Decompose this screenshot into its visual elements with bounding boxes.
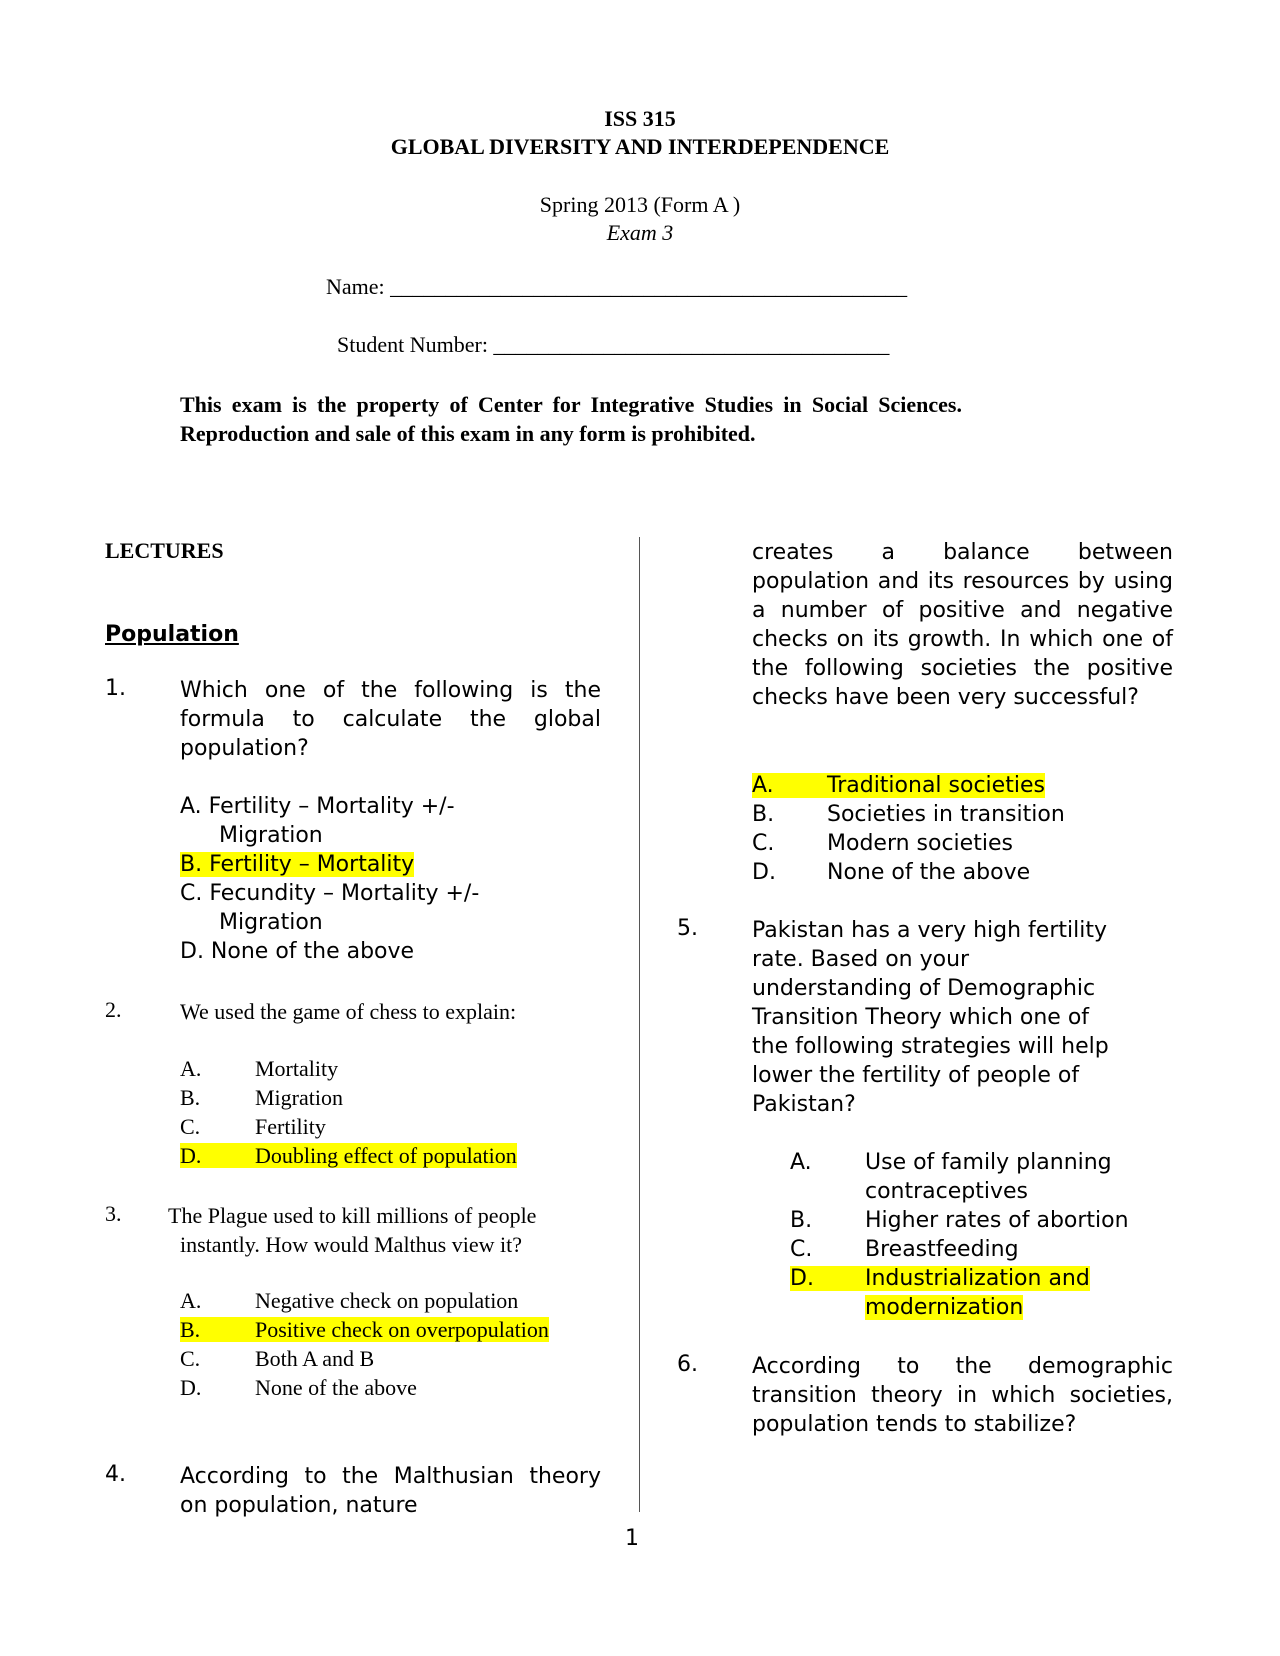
option-text: Migration	[255, 1085, 343, 1110]
answer-highlight	[790, 1266, 1090, 1291]
question-text-cont: instantly. How would Malthus view it?	[180, 1232, 522, 1257]
option-letter: C.	[180, 1346, 201, 1371]
question-number: 3.	[105, 1201, 122, 1226]
option-b	[790, 1206, 1129, 1235]
question-text-line: understanding of Demographic	[752, 976, 1096, 1001]
option-letter: B.	[180, 1317, 201, 1342]
option-d: D. None of the above	[180, 939, 415, 964]
option-letter: D.	[790, 1266, 814, 1291]
option-text: None of the above	[827, 860, 1031, 885]
option-text: Traditional societies	[827, 773, 1045, 798]
option-text: Higher rates of abortion	[865, 1208, 1129, 1233]
option-letter: A.	[752, 773, 774, 798]
option-text: Positive check on overpopulation	[255, 1317, 549, 1342]
option-text: Industrialization and	[865, 1266, 1090, 1291]
option-c	[180, 1344, 374, 1373]
question-text-line: Pakistan?	[752, 1092, 856, 1117]
question-text-line: Transition Theory which one of	[752, 1005, 1090, 1030]
option-letter: B.	[752, 802, 775, 827]
option-a	[180, 1286, 518, 1315]
option-b-answer	[180, 1315, 549, 1344]
option-b	[180, 1083, 343, 1112]
answer-highlight	[180, 1143, 517, 1168]
option-text: Breastfeeding	[865, 1237, 1019, 1262]
section-heading: LECTURES	[105, 538, 224, 563]
student-number-field: Student Number: ____________________________________	[337, 332, 890, 357]
option-c: C. Fecundity – Mortality +/-	[180, 881, 480, 906]
option-a	[180, 1054, 338, 1083]
option-text: Fertility	[255, 1114, 326, 1139]
option-a-answer	[752, 771, 1045, 800]
option-text: Both A and B	[255, 1346, 375, 1371]
question-text-line: lower the fertility of people of	[752, 1063, 1080, 1088]
option-letter: C.	[752, 831, 775, 856]
page-number: 1	[625, 1526, 639, 1551]
question-text: According to the Malthusian theory on population, nature	[180, 1464, 601, 1518]
option-letter: B.	[180, 1085, 201, 1110]
question-text: The Plague used to kill millions of people	[168, 1203, 537, 1228]
question-number: 2.	[105, 997, 122, 1022]
option-letter: D.	[180, 1143, 202, 1168]
option-a-cont: Migration	[219, 823, 323, 848]
option-d-answer	[790, 1264, 1090, 1293]
option-a	[790, 1148, 1112, 1177]
option-c	[790, 1235, 1019, 1264]
option-letter: C.	[180, 1114, 201, 1139]
option-b-answer	[180, 850, 414, 879]
option-d	[180, 1373, 417, 1402]
question-number: 1.	[105, 676, 126, 701]
question-text-line: rate. Based on your	[752, 947, 970, 972]
question-text: Which one of the following is the formula to calculate the global population?	[180, 678, 601, 761]
answer-highlight: B. Fertility – Mortality	[180, 852, 415, 877]
property-notice: This exam is the property of Center for Integrative Studies in Social Sciences. Reproduction and sale of this exam in any form is prohibited.	[180, 392, 962, 446]
question-text-line: the following strategies will help	[752, 1034, 1109, 1059]
option-letter: D.	[752, 860, 776, 885]
question-text-line: Pakistan has a very high fertility	[752, 918, 1107, 943]
option-d-answer	[180, 1141, 517, 1170]
option-letter: A.	[180, 1056, 202, 1081]
exam-name: Exam 3	[606, 220, 674, 245]
option-b	[752, 800, 1065, 829]
option-text: Doubling effect of population	[255, 1143, 517, 1168]
option-d	[752, 858, 1030, 887]
course-code: ISS 315	[604, 106, 676, 131]
question-text: We used the game of chess to explain:	[180, 999, 517, 1024]
option-a: A. Fertility – Mortality +/-	[180, 794, 455, 819]
option-c-cont: Migration	[219, 910, 323, 935]
option-text: Use of family planning	[865, 1150, 1112, 1175]
option-d-answer-cont	[865, 1293, 1023, 1322]
option-letter: A.	[180, 1288, 202, 1313]
option-text: Mortality	[255, 1056, 339, 1081]
answer-highlight	[752, 773, 1045, 798]
answer-highlight	[180, 1317, 549, 1342]
option-c	[752, 829, 1013, 858]
option-a-cont: contraceptives	[865, 1179, 1029, 1204]
option-letter: C.	[790, 1237, 813, 1262]
question-number: 5.	[677, 916, 698, 941]
column-divider	[639, 537, 640, 1512]
question-text-cont: creates a balance between population and its resources by using a number of positive and negative checks on its growth. In which one of the following societies the positive checks have been very successful?	[752, 540, 1173, 710]
option-text: None of the above	[255, 1375, 417, 1400]
name-field: Name: _______________________________________________	[326, 274, 908, 299]
exam-term: Spring 2013 (Form A )	[539, 192, 741, 217]
answer-highlight: modernization	[865, 1295, 1024, 1320]
option-letter: B.	[790, 1208, 813, 1233]
question-number: 6.	[677, 1352, 698, 1377]
option-c	[180, 1112, 326, 1141]
option-letter: D.	[180, 1375, 202, 1400]
question-text: According to the demographic transition theory in which societies, population tends to stabilize?	[752, 1354, 1173, 1437]
subsection-heading: Population	[105, 622, 239, 647]
option-letter: A.	[790, 1150, 812, 1175]
option-text: Societies in transition	[827, 802, 1065, 827]
option-text: Modern societies	[827, 831, 1013, 856]
option-text: Negative check on population	[255, 1288, 519, 1313]
question-number: 4.	[105, 1462, 126, 1487]
course-title: GLOBAL DIVERSITY AND INTERDEPENDENCE	[390, 134, 890, 159]
